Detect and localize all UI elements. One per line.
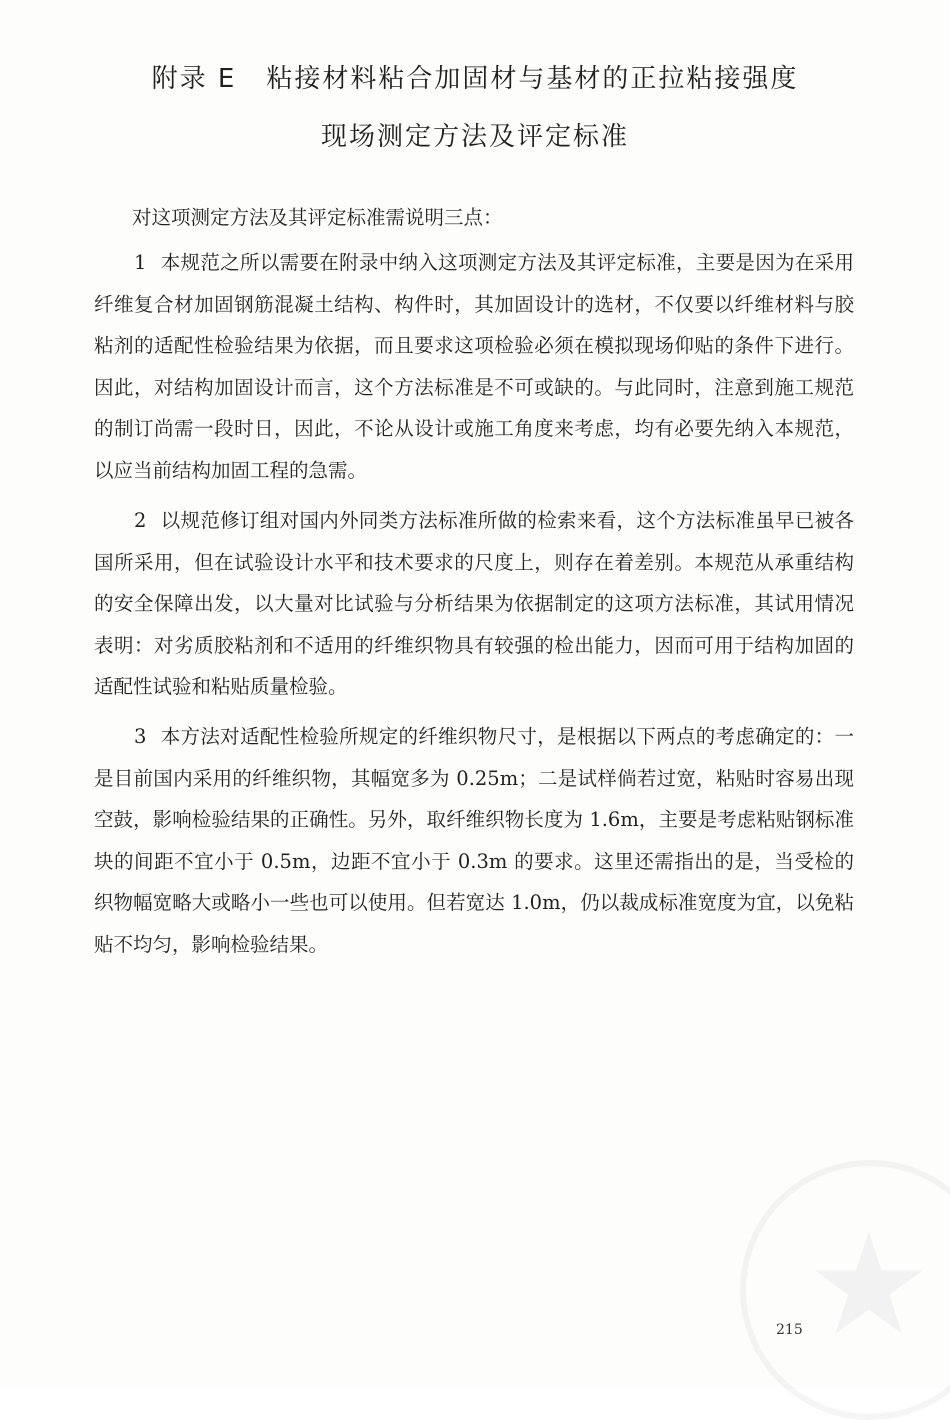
faint-watermark-stamp (740, 1160, 950, 1420)
paragraph-2 (94, 500, 854, 708)
paragraph-text: 本规范之所以需要在附录中纳入这项测定方法及其评定标准，主要是因为在采用纤维复合材加固钢筋混凝土结构、构件时，其加固设计的选材，不仅要以纤维材料与胶粘剂的适配性检验结果为依据，而且要求这项检验必须在模拟现场仰贴的条件下进行。因此，对结构加固设计而言，这个方法标准是不可或缺的。与此同时，注意到施工规范的制订尚需一段时日，因此，不论从设计或施工角度来考虑，均有必要先纳入本规范，以应当前结构加固工程的急需。 (94, 251, 854, 482)
paragraph-number: 2 (134, 509, 147, 532)
paragraph-number: 1 (134, 251, 147, 274)
star-icon: ★ (806, 1204, 932, 1367)
appendix-title-text: 粘接材料粘合加固材与基材的正拉粘接强度 (266, 64, 799, 94)
appendix-title-line-1 (0, 58, 950, 95)
intro-text: 对这项测定方法及其评定标准需说明三点： (132, 206, 503, 229)
appendix-label: 附录 E (151, 64, 237, 94)
paragraph-text: 以规范修订组对国内外同类方法标准所做的检索来看，这个方法标准虽早已被各国所采用，但在试验设计水平和技术要求的尺度上，则存在着差别。本规范从承重结构的安全保障出发，以大量对比试验与分析结果为依据制定的这项方法标准，其试用情况表明：对劣质胶粘剂和不适用的纤维织物具有较强的检出能力，因而可用于结构加固的适配性试验和粘贴质量检验。 (94, 509, 854, 698)
paragraph-3 (94, 716, 854, 965)
paragraph-number: 3 (134, 725, 147, 748)
paragraph-text: 本方法对适配性检验所规定的纤维织物尺寸，是根据以下两点的考虑确定的：一是目前国内采用的纤维织物，其幅宽多为 0.25m；二是试样倘若过宽，粘贴时容易出现空鼓，影响检验结果的正确性。另外，取纤维织物长度为 1.6m，主要是考虑粘贴钢标准块的间距不宜小于 0.5m，边距不宜小于 0.3m 的要求。这里还需指出的是，当受检的织物幅宽略大或略小一些也可以使用。但若宽达 1.0m，仍以裁成标准宽度为宜，以免粘贴不均匀，影响检验结果。 (94, 725, 854, 956)
paragraph-1 (94, 242, 854, 491)
appendix-title-line-2: 现场测定方法及评定标准 (320, 122, 629, 152)
page-number: 215 (776, 1322, 803, 1338)
